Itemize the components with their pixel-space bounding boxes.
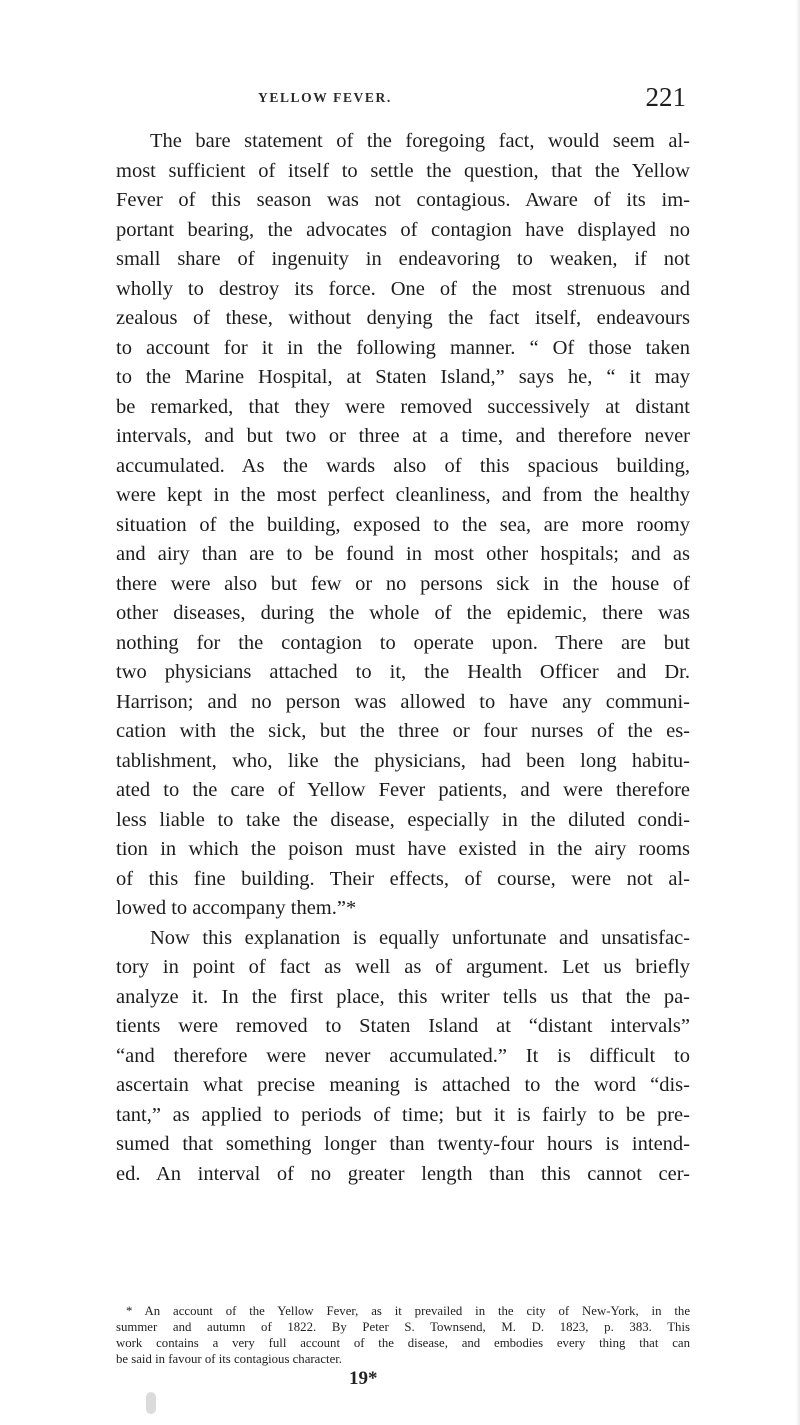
paragraph-line: and airy than are to be found in most other hospitals; and as bbox=[116, 543, 690, 565]
paragraph-line: to account for it in the following manner. “ Of those taken bbox=[116, 336, 690, 359]
paragraph-line: most sufficient of itself to settle the question, that the Yellow bbox=[116, 159, 690, 182]
paragraph-line: ascertain what precise meaning is attached to the word “dis- bbox=[116, 1074, 690, 1096]
signature-mark: 19* bbox=[349, 1368, 378, 1389]
paragraph-line: cation with the sick, but the three or four nurses of the es- bbox=[116, 720, 690, 742]
footnote-line: * An account of the Yellow Fever, as it prevailed in the city of New-York, in the bbox=[126, 1304, 690, 1318]
paragraph-line: lowed to accompany them.”* bbox=[116, 897, 357, 919]
body-text bbox=[116, 127, 690, 1189]
footnote-line: summer and autumn of 1822. By Peter S. Townsend, M. D. 1823, p. 383. This bbox=[116, 1320, 690, 1334]
paragraph-line: analyze it. In the first place, this writer tells us that the pa- bbox=[116, 985, 690, 1008]
footnote bbox=[116, 1303, 690, 1367]
running-head bbox=[250, 82, 686, 116]
paragraph-line: ed. An interval of no greater length than this cannot cer- bbox=[116, 1162, 690, 1185]
paragraph-line: Now this explanation is equally unfortunate and unsatisfac- bbox=[150, 926, 690, 949]
paragraph-line: situation of the building, exposed to the sea, are more roomy bbox=[116, 513, 690, 536]
paragraph-line: small share of ingenuity in endeavoring to weaken, if not bbox=[116, 248, 690, 270]
paragraph-line: ated to the care of Yellow Fever patients, and were therefore bbox=[116, 779, 690, 801]
paragraph-line: tory in point of fact as well as of argument. Let us briefly bbox=[116, 956, 690, 978]
paragraph-line: to the Marine Hospital, at Staten Island,” says he, “ it may bbox=[116, 366, 690, 388]
paragraph-line: tients were removed to Staten Island at “distant intervals” bbox=[116, 1015, 690, 1037]
paragraph-line: be remarked, that they were removed successively at distant bbox=[116, 395, 690, 418]
footnote-line: work contains a very full account of the disease, and embodies every thing that can bbox=[116, 1336, 690, 1350]
paragraph-line: tant,” as applied to periods of time; but it is fairly to be pre- bbox=[116, 1103, 690, 1126]
paragraph-line: Harrison; and no person was allowed to have any communi- bbox=[116, 690, 690, 713]
paragraph-line: less liable to take the disease, especially in the diluted condi- bbox=[116, 808, 690, 831]
running-title: YELLOW FEVER. bbox=[258, 90, 392, 105]
footnote-line: be said in favour of its contagious character. bbox=[116, 1352, 343, 1366]
paragraph-line: were kept in the most perfect cleanliness, and from the healthy bbox=[116, 484, 690, 506]
page-edge-shadow bbox=[796, 0, 800, 1425]
paragraph-line: accumulated. As the wards also of this spacious building, bbox=[116, 454, 690, 477]
paragraph-line: tablishment, who, like the physicians, had been long habitu- bbox=[116, 749, 690, 772]
paragraph-line: The bare statement of the foregoing fact, would seem al- bbox=[150, 130, 690, 152]
page-number: 221 bbox=[645, 82, 686, 112]
paragraph-line: there were also but few or no persons sick in the house of bbox=[116, 572, 690, 595]
paragraph-line: tion in which the poison must have existed in the airy rooms bbox=[116, 838, 690, 860]
paragraph-line: sumed that something longer than twenty-four hours is intend- bbox=[116, 1133, 690, 1155]
paragraph-line: “and therefore were never accumulated.” It is difficult to bbox=[116, 1044, 690, 1067]
paragraph-line: nothing for the contagion to operate upon. There are but bbox=[116, 631, 690, 654]
paragraph-line: portant bearing, the advocates of contagion have displayed no bbox=[116, 218, 690, 241]
paragraph-line: Fever of this season was not contagious. Aware of its im- bbox=[116, 189, 690, 211]
ink-smudge bbox=[146, 1392, 156, 1414]
paragraph-line: of this fine building. Their effects, of course, were not al- bbox=[116, 867, 690, 890]
paragraph-line: other diseases, during the whole of the epidemic, there was bbox=[116, 602, 690, 624]
paragraph-line: zealous of these, without denying the fact itself, endeavours bbox=[116, 307, 690, 329]
paragraph-line: wholly to destroy its force. One of the most strenuous and bbox=[116, 277, 690, 300]
paragraph-line: two physicians attached to it, the Health Officer and Dr. bbox=[116, 661, 690, 683]
paragraph-line: intervals, and but two or three at a time, and therefore never bbox=[116, 425, 690, 447]
